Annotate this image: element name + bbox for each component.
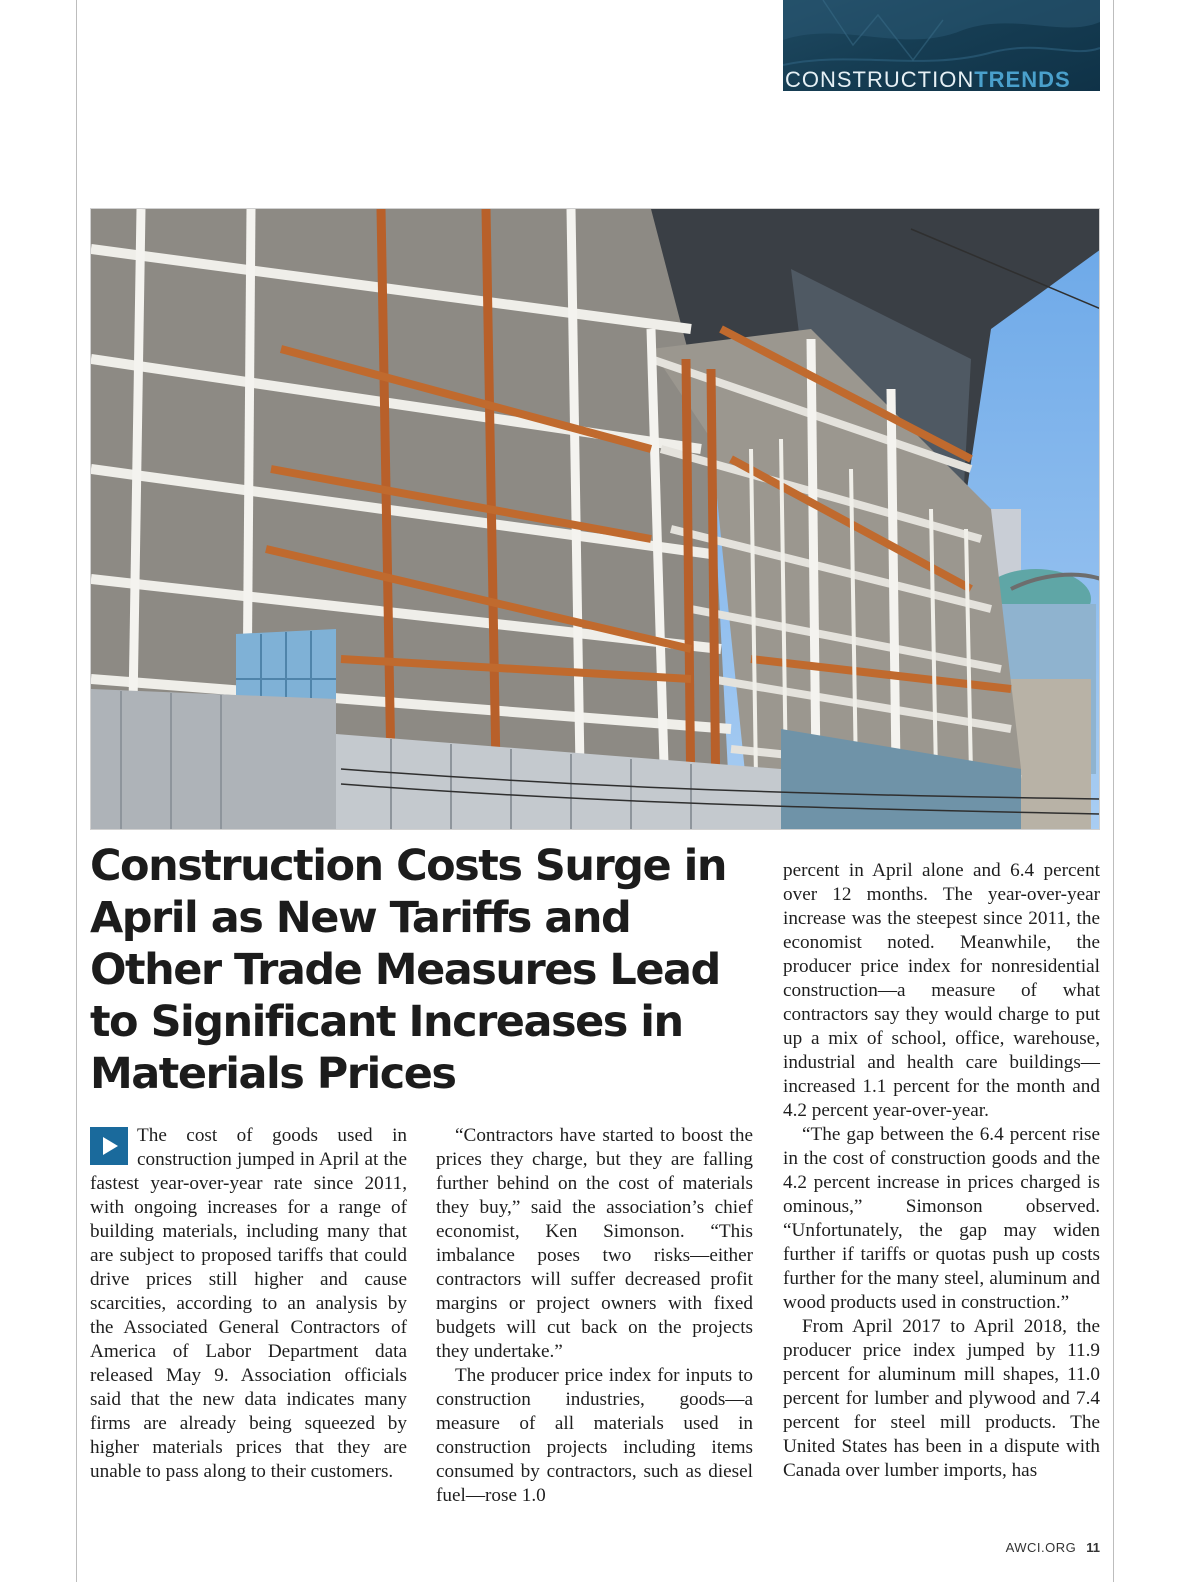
article-headline: Construction Costs Surge in April as New Tariffs and Other Trade Measures Lead to Significant Increases in Materials Prices: [90, 841, 726, 1099]
section-label-word2: TRENDS: [974, 67, 1071, 91]
article-column-2: [436, 1124, 753, 1508]
page-margin-rule-left: [76, 0, 77, 1582]
article-paragraph: percent in April alone and 6.4 percent over 12 months. The year-over-year increase was the steepest since 2011, the economist noted. Meanwhile, the producer price index for nonresidential construction—a measure of what contractors say they would charge to put up a mix of school, office, warehouse, industrial and health care buildings—increased 1.1 percent for the month and 4.2 percent year-over-year.: [783, 860, 1100, 1121]
footer-site-link[interactable]: AWCI.ORG: [1005, 1540, 1077, 1555]
section-banner: [783, 0, 1100, 91]
article-paragraph: The cost of goods used in construction jumped in April at the fastest year-over-year rate since 2011, with ongoing increases for a range of building materials, including many that are subject to proposed tariffs that could drive prices still higher and cause scarcities, according to an analysis by the Associated General Contractors of America of Labor Department data released May 9. Association officials said that the new data indicates many firms are already being squeezed by higher materials prices that they are unable to pass along to their customers.: [90, 1125, 407, 1482]
article-paragraph: “Contractors have started to boost the prices they charge, but they are falling further behind on the cost of materials they buy,” said the association’s chief economist, Ken Simonson. “This imbalance poses two risks—either contractors will suffer decreased profit margins or project owners with fixed budgets will cut back on the projects they undertake.”: [436, 1125, 753, 1362]
play-triangle-icon: [90, 1127, 128, 1165]
page-number: 11: [1086, 1540, 1100, 1555]
page-footer: [1006, 1540, 1100, 1555]
article-paragraph: From April 2017 to April 2018, the producer price index jumped by 11.9 percent for aluminum mill shapes, 11.0 percent for lumber and plywood and 7.4 percent for steel mill products. The United States has been in a dispute with Canada over lumber imports, has: [783, 1316, 1100, 1481]
article-paragraph: “The gap between the 6.4 percent rise in the cost of construction goods and the 4.2 percent increase in prices charged is ominous,” Simonson observed. “Unfortunately, the gap may widen further if tariffs or quotas push up costs further for the many steel, aluminum and wood products used in construction.”: [783, 1124, 1100, 1313]
section-label: [785, 68, 1071, 91]
article-paragraph: The producer price index for inputs to construction industries, goods—a measure of all materials used in construction projects including items consumed by contractors, such as diesel fuel—rose 1.0: [436, 1365, 753, 1506]
page-margin-rule-right: [1113, 0, 1114, 1582]
steel-frame-building-image: [91, 209, 1100, 830]
article-column-3: [783, 859, 1100, 1483]
construction-site-photo: [90, 208, 1100, 830]
section-label-word1: CONSTRUCTION: [785, 67, 975, 91]
article-column-1: [90, 1124, 407, 1484]
